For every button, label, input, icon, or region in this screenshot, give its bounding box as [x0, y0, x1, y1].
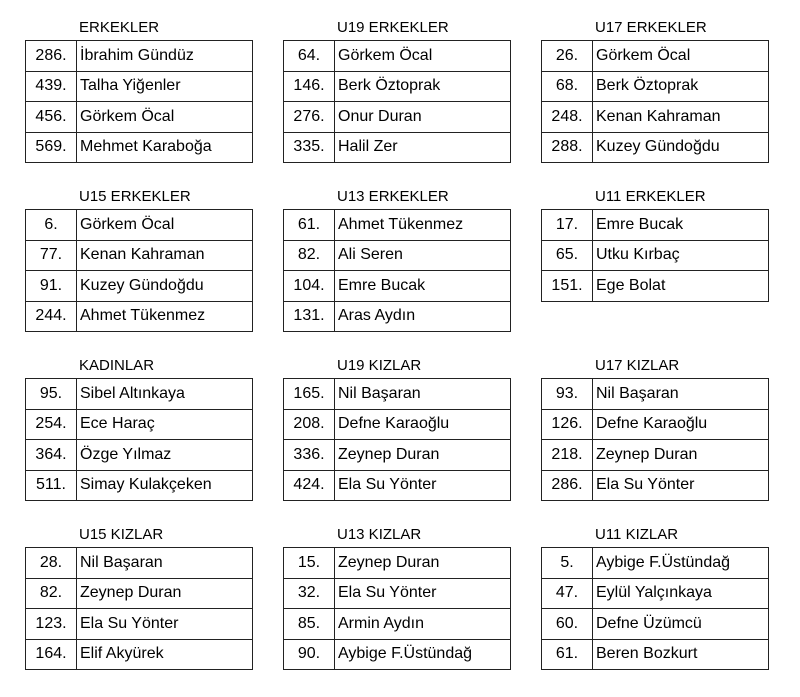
ranking-group: [25, 16, 253, 163]
rank-number: 26.: [542, 41, 593, 72]
group-title: U13 ERKEKLER: [337, 188, 449, 205]
rank-number: 131.: [284, 301, 335, 332]
ranking-group: [25, 523, 253, 670]
group-title: U11 ERKEKLER: [595, 188, 706, 205]
table-row: [284, 548, 511, 579]
table-row: [542, 41, 769, 72]
player-name: Ece Haraç: [77, 409, 253, 440]
table-row: [284, 210, 511, 241]
player-name: Aras Aydın: [335, 301, 511, 332]
player-name: Nil Başaran: [593, 379, 769, 410]
ranking-group: [283, 523, 511, 670]
rank-number: 364.: [26, 440, 77, 471]
rank-number: 82.: [284, 240, 335, 271]
ranking-table: [25, 209, 253, 332]
player-name: Nil Başaran: [77, 548, 253, 579]
rank-number: 244.: [26, 301, 77, 332]
ranking-group: [541, 354, 769, 501]
table-row: [26, 71, 253, 102]
group-title: U19 ERKEKLER: [337, 19, 449, 36]
player-name: Ege Bolat: [593, 271, 769, 302]
table-row: [542, 440, 769, 471]
ranking-table: [541, 378, 769, 501]
table-row: [26, 470, 253, 501]
player-name: İbrahim Gündüz: [77, 41, 253, 72]
rank-number: 511.: [26, 470, 77, 501]
player-name: Mehmet Karaboğa: [77, 132, 253, 163]
player-name: Aybige F.Üstündağ: [335, 639, 511, 670]
group-title: U11 KIZLAR: [595, 526, 679, 543]
rank-number: 254.: [26, 409, 77, 440]
rank-number: 208.: [284, 409, 335, 440]
player-name: Görkem Öcal: [593, 41, 769, 72]
player-name: Emre Bucak: [335, 271, 511, 302]
player-name: Elif Akyürek: [77, 639, 253, 670]
ranking-table: [283, 209, 511, 332]
rank-number: 286.: [542, 470, 593, 501]
rank-number: 151.: [542, 271, 593, 302]
ranking-table: [541, 40, 769, 163]
ranking-group: [541, 185, 769, 302]
ranking-table: [25, 40, 253, 163]
rank-number: 164.: [26, 639, 77, 670]
rank-number: 91.: [26, 271, 77, 302]
table-row: [26, 271, 253, 302]
table-row: [26, 379, 253, 410]
table-row: [26, 132, 253, 163]
rank-number: 93.: [542, 379, 593, 410]
ranking-group: [541, 16, 769, 163]
rank-number: 85.: [284, 609, 335, 640]
table-row: [542, 548, 769, 579]
rank-number: 90.: [284, 639, 335, 670]
table-row: [284, 470, 511, 501]
table-row: [284, 102, 511, 133]
player-name: Eylül Yalçınkaya: [593, 578, 769, 609]
table-row: [542, 470, 769, 501]
player-name: Ela Su Yönter: [335, 578, 511, 609]
rank-number: 165.: [284, 379, 335, 410]
player-name: Zeynep Duran: [335, 440, 511, 471]
player-name: Kuzey Gündoğdu: [77, 271, 253, 302]
ranking-table: [283, 378, 511, 501]
group-title: ERKEKLER: [79, 19, 160, 36]
table-row: [542, 379, 769, 410]
ranking-table: [25, 547, 253, 670]
table-row: [26, 240, 253, 271]
rank-number: 15.: [284, 548, 335, 579]
table-row: [26, 609, 253, 640]
table-row: [542, 71, 769, 102]
table-row: [26, 210, 253, 241]
player-name: Özge Yılmaz: [77, 440, 253, 471]
player-name: Zeynep Duran: [593, 440, 769, 471]
rank-number: 104.: [284, 271, 335, 302]
player-name: Berk Öztoprak: [335, 71, 511, 102]
rank-number: 6.: [26, 210, 77, 241]
ranking-table: [283, 40, 511, 163]
player-name: Armin Aydın: [335, 609, 511, 640]
ranking-group: [25, 185, 253, 332]
table-row: [26, 409, 253, 440]
player-name: Ali Seren: [335, 240, 511, 271]
ranking-group: [541, 523, 769, 670]
table-row: [26, 548, 253, 579]
group-title: U19 KIZLAR: [337, 357, 422, 374]
player-name: Simay Kulakçeken: [77, 470, 253, 501]
player-name: Emre Bucak: [593, 210, 769, 241]
rank-number: 569.: [26, 132, 77, 163]
player-name: Kenan Kahraman: [593, 102, 769, 133]
player-name: Defne Karaoğlu: [335, 409, 511, 440]
player-name: Onur Duran: [335, 102, 511, 133]
player-name: Berk Öztoprak: [593, 71, 769, 102]
table-row: [542, 578, 769, 609]
table-row: [26, 102, 253, 133]
rank-number: 17.: [542, 210, 593, 241]
rank-number: 276.: [284, 102, 335, 133]
player-name: Talha Yiğenler: [77, 71, 253, 102]
player-name: Sibel Altınkaya: [77, 379, 253, 410]
rank-number: 218.: [542, 440, 593, 471]
table-row: [542, 132, 769, 163]
rank-number: 95.: [26, 379, 77, 410]
table-row: [542, 609, 769, 640]
rank-number: 47.: [542, 578, 593, 609]
rank-number: 126.: [542, 409, 593, 440]
rank-number: 60.: [542, 609, 593, 640]
player-name: Kuzey Gündoğdu: [593, 132, 769, 163]
table-row: [284, 409, 511, 440]
rank-number: 82.: [26, 578, 77, 609]
ranking-table: [25, 378, 253, 501]
group-title: KADINLAR: [79, 357, 155, 374]
player-name: Utku Kırbaç: [593, 240, 769, 271]
rank-number: 335.: [284, 132, 335, 163]
table-row: [542, 271, 769, 302]
table-row: [26, 639, 253, 670]
player-name: Zeynep Duran: [77, 578, 253, 609]
rank-number: 65.: [542, 240, 593, 271]
ranking-group: [283, 354, 511, 501]
rank-number: 28.: [26, 548, 77, 579]
rank-number: 5.: [542, 548, 593, 579]
rank-number: 424.: [284, 470, 335, 501]
table-row: [284, 609, 511, 640]
ranking-table: [541, 209, 769, 302]
player-name: Kenan Kahraman: [77, 240, 253, 271]
rank-number: 61.: [284, 210, 335, 241]
ranking-table: [283, 547, 511, 670]
group-title: U17 ERKEKLER: [595, 19, 707, 36]
player-name: Halil Zer: [335, 132, 511, 163]
rank-number: 456.: [26, 102, 77, 133]
rank-number: 286.: [26, 41, 77, 72]
player-name: Görkem Öcal: [335, 41, 511, 72]
rank-number: 146.: [284, 71, 335, 102]
table-row: [284, 578, 511, 609]
table-row: [284, 240, 511, 271]
player-name: Görkem Öcal: [77, 102, 253, 133]
rank-number: 336.: [284, 440, 335, 471]
table-row: [284, 639, 511, 670]
table-row: [26, 41, 253, 72]
player-name: Görkem Öcal: [77, 210, 253, 241]
table-row: [284, 132, 511, 163]
rank-number: 64.: [284, 41, 335, 72]
table-row: [26, 440, 253, 471]
table-row: [542, 102, 769, 133]
table-row: [284, 41, 511, 72]
rank-number: 439.: [26, 71, 77, 102]
table-row: [284, 301, 511, 332]
table-row: [284, 271, 511, 302]
player-name: Ahmet Tükenmez: [77, 301, 253, 332]
group-title: U15 ERKEKLER: [79, 188, 191, 205]
ranking-table: [541, 547, 769, 670]
player-name: Nil Başaran: [335, 379, 511, 410]
player-name: Ahmet Tükenmez: [335, 210, 511, 241]
ranking-group: [283, 16, 511, 163]
player-name: Aybige F.Üstündağ: [593, 548, 769, 579]
table-row: [26, 578, 253, 609]
table-row: [284, 71, 511, 102]
table-row: [542, 409, 769, 440]
table-row: [542, 210, 769, 241]
rank-number: 288.: [542, 132, 593, 163]
rank-number: 61.: [542, 639, 593, 670]
table-row: [542, 639, 769, 670]
group-title: U15 KIZLAR: [79, 526, 164, 543]
player-name: Ela Su Yönter: [335, 470, 511, 501]
ranking-group: [25, 354, 253, 501]
table-row: [284, 440, 511, 471]
table-row: [542, 240, 769, 271]
player-name: Ela Su Yönter: [77, 609, 253, 640]
rank-number: 123.: [26, 609, 77, 640]
ranking-group: [283, 185, 511, 332]
group-title: U13 KIZLAR: [337, 526, 422, 543]
table-row: [26, 301, 253, 332]
rank-number: 77.: [26, 240, 77, 271]
rank-number: 32.: [284, 578, 335, 609]
rank-number: 68.: [542, 71, 593, 102]
player-name: Defne Üzümcü: [593, 609, 769, 640]
group-title: U17 KIZLAR: [595, 357, 680, 374]
player-name: Defne Karaoğlu: [593, 409, 769, 440]
player-name: Ela Su Yönter: [593, 470, 769, 501]
player-name: Beren Bozkurt: [593, 639, 769, 670]
player-name: Zeynep Duran: [335, 548, 511, 579]
table-row: [284, 379, 511, 410]
rank-number: 248.: [542, 102, 593, 133]
